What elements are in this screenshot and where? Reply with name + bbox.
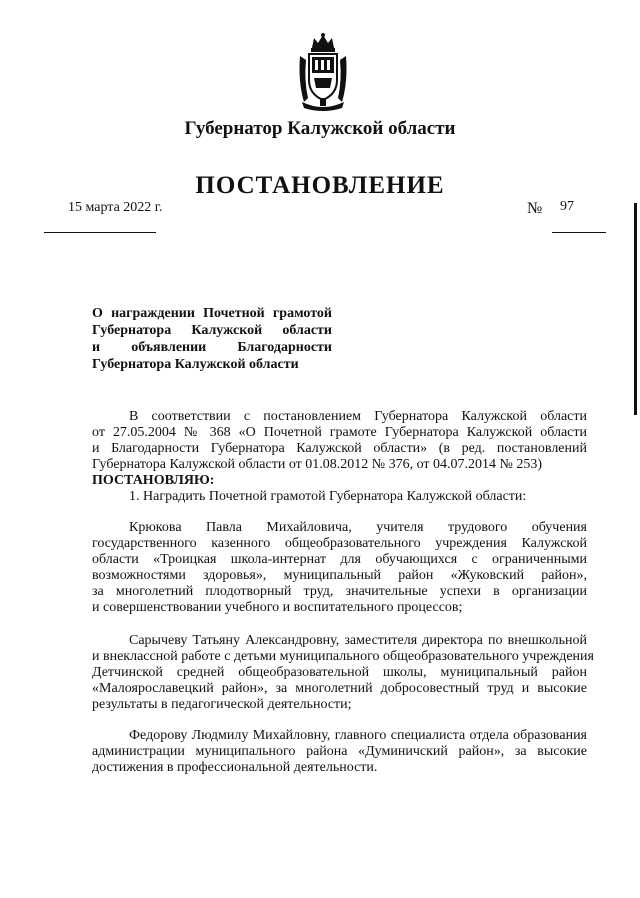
awardee-paragraph [92, 520, 587, 616]
text-line: и внеклассной работе с детьми муниципального общеобразовательного учреждения [92, 649, 594, 664]
document-date: 15 марта 2022 г. [68, 200, 163, 215]
text-line: администрации муниципального района «Думиничский район», за высокие [92, 744, 587, 759]
issuer-title: Губернатор Калужской области [184, 118, 456, 139]
coat-of-arms-emblem [294, 32, 352, 112]
text-line: Крюкова Павла Михайловича, учителя трудового обучения [129, 520, 587, 535]
document-type-title: ПОСТАНОВЛЕНИЕ [195, 172, 445, 199]
text-line: области «Троицкая школа-интернат для обучающихся с ограниченными [92, 552, 587, 567]
awardee-paragraph [92, 633, 594, 713]
date-underline [44, 217, 156, 233]
item-1-heading: 1. Наградить Почетной грамотой Губернатора Калужской области: [129, 489, 527, 504]
subject-line: Губернатора Калужской области [92, 357, 299, 372]
number-sign: № [527, 200, 543, 217]
text-line: достижения в профессиональной деятельности. [92, 760, 378, 775]
text-line: В соответствии с постановлением Губернатора Калужской области [129, 409, 587, 424]
text-line: возможностями здоровья», муниципальный район «Жуковский район», [92, 568, 587, 583]
margin-bar [634, 203, 637, 415]
document-number: 97 [560, 199, 574, 214]
text-line: Федорову Людмилу Михайловну, главного специалиста отдела образования [129, 728, 587, 743]
preamble-paragraph [92, 409, 587, 505]
text-line: за многолетний плодотворный труд, значительные успехи в организации [92, 584, 587, 599]
subject-line: Губернатора Калужской области [92, 323, 332, 338]
awardee-paragraph [92, 728, 587, 776]
decree-word: ПОСТАНОВЛЯЮ: [92, 473, 215, 488]
text-line: и Благодарности Губернатора Калужской области» (в ред. постановлений [92, 441, 587, 456]
text-line: Сарычеву Татьяну Александровну, заместителя директора по внешкольной [129, 633, 587, 648]
text-line: «Малоярославецкий район», за многолетний добросовестный труд и высокие [92, 681, 587, 696]
number-underline [552, 217, 606, 233]
text-line: от 27.05.2004 № 368 «О Почетной грамоте Губернатора Калужской области [92, 425, 587, 440]
subject-line: О награждении Почетной грамотой [92, 306, 332, 321]
text-line: государственного казенного общеобразовательного учреждения Калужской [92, 536, 587, 551]
text-line: и совершенствовании учебного и воспитательного процессов; [92, 600, 463, 615]
text-line: Детчинской средней общеобразовательной школы, муниципальный район [92, 665, 587, 680]
text-line: Губернатора Калужской области от 01.08.2012 № 376, от 04.07.2014 № 253) [92, 457, 543, 472]
subject-heading [92, 305, 332, 373]
text-line: результаты в педагогической деятельности; [92, 697, 352, 712]
subject-line: и объявлении Благодарности [92, 340, 332, 355]
